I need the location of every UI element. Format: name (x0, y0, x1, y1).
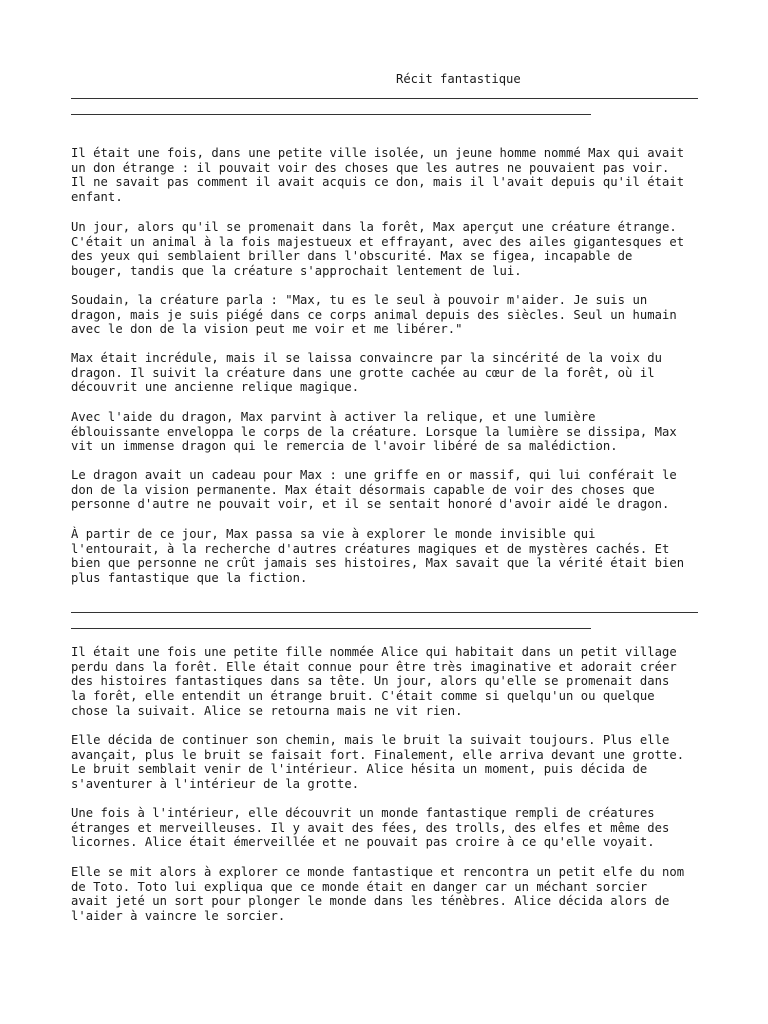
story2-paragraph-3: Une fois à l'intérieur, elle découvrit un monde fantastique rempli de créatures étranges et merveilleuses. Il y avait des fées, des trolls, des elfes et même des licornes. Alice était émerveillée et ne pouvait pas croire à ce qu'elle voyait. (71, 806, 670, 850)
story1-paragraph-6: Le dragon avait un cadeau pour Max : une griffe en or massif, qui lui conférait le don de la vision permanente. Max était désormais capable de voir des choses que personne d'autre ne pouvait voir, et il se sentait honoré d'avoir aidé le dragon. (71, 468, 677, 512)
document-title: Récit fantastique (396, 72, 521, 86)
divider-line (71, 98, 698, 99)
story1-paragraph-7: À partir de ce jour, Max passa sa vie à explorer le monde invisible qui l'entourait, à la recherche d'autres créatures magiques et de mystères cachés. Et bien que personne ne crût jamais ses histoires, Max savait que la vérité était bien plus fantastique que la fiction. (71, 527, 685, 586)
story1-paragraph-1: Il était une fois, dans une petite ville isolée, un jeune homme nommé Max qui avait un don étrange : il pouvait voir des choses que les autres ne pouvaient pas voir. Il ne savait pas comment il avait acquis ce don, mais il l'avait depuis qu'il était enfant. (71, 146, 685, 205)
story1-paragraph-4: Max était incrédule, mais il se laissa convaincre par la sincérité de la voix du dragon. Il suivit la créature dans une grotte cachée au cœur de la forêt, où il découvrit une ancienne relique magique. (71, 351, 662, 395)
story2-paragraph-2: Elle décida de continuer son chemin, mais le bruit la suivait toujours. Plus elle avançait, plus le bruit se faisait fort. Finalement, elle arriva devant une grotte. Le bruit semblait venir de l'intérieur. Alice hésita un moment, puis décida de s'aventurer à l'intérieur de la grotte. (71, 733, 685, 792)
divider-line (71, 612, 698, 613)
story1-paragraph-2: Un jour, alors qu'il se promenait dans la forêt, Max aperçut une créature étrange. C'était un animal à la fois majestueux et effrayant, avec des ailes gigantesques et des yeux qui semblaient briller dans l'obscurité. Max se figea, incapable de bouger, tandis que la créature s'approchait lentement de lui. (71, 220, 685, 279)
divider-line (71, 114, 591, 115)
story2-paragraph-4: Elle se mit alors à explorer ce monde fantastique et rencontra un petit elfe du nom de Toto. Toto lui expliqua que ce monde était en danger car un méchant sorcier avait jeté un sort pour plonger le monde dans les ténèbres. Alice décida alors de l'aider à vaincre le sorcier. (71, 865, 685, 924)
story2-paragraph-1: Il était une fois une petite fille nommée Alice qui habitait dans un petit village perdu dans la forêt. Elle était connue pour être très imaginative et adorait créer des histoires fantastiques dans sa tête. Un jour, alors qu'elle se promenait dans la forêt, elle entendit un étrange bruit. C'était comme si quelqu'un ou quelque chose la suivait. Alice se retourna mais ne vit rien. (71, 645, 677, 718)
story1-paragraph-3: Soudain, la créature parla : "Max, tu es le seul à pouvoir m'aider. Je suis un dragon, mais je suis piégé dans ce corps animal depuis des siècles. Seul un humain avec le don de la vision peut me voir et me libérer." (71, 293, 677, 337)
story1-paragraph-5: Avec l'aide du dragon, Max parvint à activer la relique, et une lumière éblouissante enveloppa le corps de la créature. Lorsque la lumière se dissipa, Max vit un immense dragon qui le remercia de l'avoir libéré de sa malédiction. (71, 410, 677, 454)
divider-line (71, 628, 591, 629)
